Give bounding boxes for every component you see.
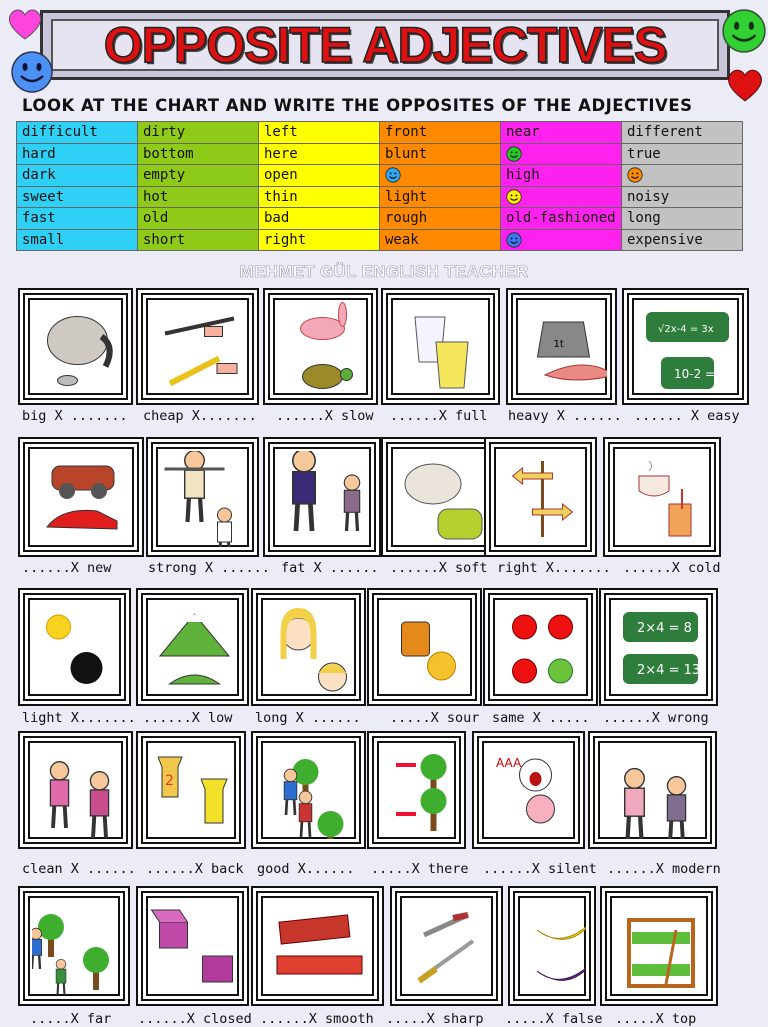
chart-cell: blunt <box>380 143 501 165</box>
answer-caption: ......X back <box>146 861 244 877</box>
answer-caption: good X...... <box>257 861 355 877</box>
chart-row <box>17 208 743 230</box>
svg-text:1t: 1t <box>553 339 564 350</box>
smiley-icon <box>10 50 54 94</box>
answer-caption: ......X new <box>22 560 112 576</box>
picture-card <box>263 437 381 557</box>
chart-cell: open <box>259 165 380 187</box>
chart-cell: true <box>622 143 743 165</box>
chart-cell: short <box>138 229 259 251</box>
picture-stone-and-sponge <box>395 451 491 547</box>
chart-row <box>17 186 743 208</box>
answer-caption: cheap X....... <box>143 408 257 424</box>
svg-text:√2x-4 = 3x: √2x-4 = 3x <box>658 324 714 335</box>
picture-sun-and-moon <box>32 602 121 696</box>
chart-cell <box>501 186 622 208</box>
answer-caption: ......X cold <box>623 560 721 576</box>
smiley-icon <box>506 232 522 248</box>
picture-bunk-bed-top-and-bottom <box>614 900 708 996</box>
picture-hot-tea-and-iced-drink <box>617 451 711 547</box>
adjectives-chart <box>16 121 743 251</box>
chart-cell: bad <box>259 208 380 230</box>
answer-caption: ...... X easy <box>634 408 740 424</box>
svg-text:AAA: AAA <box>496 756 522 770</box>
picture-card <box>136 288 259 405</box>
picture-strong-man-and-thin-man <box>160 451 249 547</box>
svg-text:2×4 = 13: 2×4 = 13 <box>637 663 701 678</box>
picture-rabbit-and-turtle <box>277 302 368 395</box>
answer-caption: light X....... <box>22 710 136 726</box>
picture-card <box>136 588 249 706</box>
chart-cell: sweet <box>17 186 138 208</box>
picture-card <box>18 731 133 849</box>
picture-honey-and-lemon <box>381 602 472 696</box>
chart-row <box>17 143 743 165</box>
chart-cell: hard <box>17 143 138 165</box>
answer-caption: .....X sharp <box>386 1011 484 1027</box>
picture-card <box>251 731 366 849</box>
picture-true-and-false-bananas <box>522 900 586 996</box>
picture-card <box>251 588 366 706</box>
picture-card <box>483 588 598 706</box>
picture-old-car-and-new-car <box>32 451 134 547</box>
picture-card <box>367 731 466 849</box>
chart-cell: right <box>259 229 380 251</box>
title-banner <box>40 10 730 80</box>
picture-high-and-low-mountain <box>150 602 239 696</box>
picture-card <box>600 886 718 1006</box>
picture-pens-with-price-tags <box>150 302 249 395</box>
picture-card <box>367 588 482 706</box>
svg-text:2: 2 <box>165 773 174 789</box>
svg-text:10-2 = 8: 10-2 = 8 <box>674 367 727 381</box>
answer-caption: ......X low <box>143 710 233 726</box>
answer-caption: ......X smooth <box>260 1011 374 1027</box>
answer-caption: ......X wrong <box>603 710 709 726</box>
answer-caption: ......X closed <box>138 1011 252 1027</box>
answer-caption: .....X there <box>371 861 469 877</box>
chart-row <box>17 165 743 187</box>
picture-long-and-short-hair <box>265 602 356 696</box>
instruction-text: LOOK AT THE CHART AND WRITE THE OPPOSITES OF THE ADJECTIVES <box>22 96 693 115</box>
picture-card <box>381 288 500 405</box>
chart-cell: dirty <box>138 122 259 144</box>
chart-row <box>17 229 743 251</box>
picture-fat-woman-and-thin-woman <box>277 451 371 547</box>
answer-caption: clean X ...... <box>22 861 136 877</box>
answer-caption: heavy X ...... <box>508 408 622 424</box>
answer-caption: .....X false <box>505 1011 603 1027</box>
picture-card <box>18 437 144 557</box>
picture-card <box>599 588 718 706</box>
picture-blunt-knife-and-sharp-sword <box>404 900 493 996</box>
picture-shirt-front-and-back <box>150 745 236 839</box>
picture-weight-and-feather <box>520 302 607 395</box>
picture-empty-and-full-glass <box>395 302 490 395</box>
picture-elephant-and-mouse <box>32 302 123 395</box>
chart-cell: high <box>501 165 622 187</box>
picture-card <box>484 437 597 557</box>
picture-same-and-different-apples <box>497 602 588 696</box>
chart-cell: rough <box>380 208 501 230</box>
picture-rough-and-smooth-plank <box>265 900 374 996</box>
picture-good-and-bad-children <box>265 745 356 839</box>
heart-icon <box>6 6 44 42</box>
smiley-icon <box>506 146 522 162</box>
picture-card <box>146 437 259 557</box>
picture-card <box>18 886 130 1006</box>
chart-cell: light <box>380 186 501 208</box>
smiley-icon <box>506 189 522 205</box>
answer-caption: right X....... <box>497 560 611 576</box>
answer-caption: long X ...... <box>255 710 361 726</box>
picture-card <box>381 437 501 557</box>
answer-caption: strong X ...... <box>148 560 270 576</box>
picture-right-and-wrong-sums <box>613 602 708 696</box>
chart-cell: bottom <box>138 143 259 165</box>
answer-caption: fat X ...... <box>281 560 379 576</box>
chart-cell: old <box>138 208 259 230</box>
answer-caption: ......X soft <box>390 560 488 576</box>
picture-noisy-and-sleeping-baby <box>486 745 575 839</box>
chart-cell <box>622 165 743 187</box>
chart-cell: weak <box>380 229 501 251</box>
answer-caption: .....X sour <box>390 710 480 726</box>
smiley-icon <box>627 167 643 183</box>
svg-text:2×4 = 8: 2×4 = 8 <box>637 621 692 636</box>
picture-card <box>251 886 384 1006</box>
chart-cell <box>501 143 622 165</box>
picture-card <box>506 288 617 405</box>
chart-cell: expensive <box>622 229 743 251</box>
chart-cell <box>501 229 622 251</box>
chart-cell <box>380 165 501 187</box>
picture-card <box>622 288 749 405</box>
picture-chalkboards-with-math <box>636 302 739 395</box>
smiley-icon <box>385 167 401 183</box>
picture-card <box>263 288 378 405</box>
picture-card <box>603 437 721 557</box>
picture-old-fashioned-and-modern-women <box>602 745 707 839</box>
picture-card <box>18 588 131 706</box>
answer-caption: big X ....... <box>22 408 128 424</box>
chart-cell: left <box>259 122 380 144</box>
chart-cell: here <box>259 143 380 165</box>
picture-pointing-here-and-there <box>381 745 456 839</box>
chart-cell: front <box>380 122 501 144</box>
picture-card <box>136 731 246 849</box>
title-panel <box>51 19 719 71</box>
chart-cell: empty <box>138 165 259 187</box>
picture-signposts-left-right <box>498 451 587 547</box>
answer-caption: ......X slow <box>276 408 374 424</box>
chart-cell: thin <box>259 186 380 208</box>
picture-card <box>588 731 717 849</box>
chart-cell: noisy <box>622 186 743 208</box>
chart-cell: near <box>501 122 622 144</box>
picture-clean-and-dirty-boys <box>32 745 123 839</box>
chart-cell: old-fashioned <box>501 208 622 230</box>
picture-near-and-far-trees <box>32 900 120 996</box>
picture-card <box>18 288 133 405</box>
answer-caption: same X ..... <box>492 710 590 726</box>
chart-cell: fast <box>17 208 138 230</box>
answer-caption: .....X far <box>30 1011 112 1027</box>
picture-card <box>472 731 585 849</box>
chart-cell: different <box>622 122 743 144</box>
watermark: MEHMET GÜL ENGLISH TEACHER <box>239 262 529 281</box>
smiley-icon <box>721 8 767 54</box>
chart-cell: long <box>622 208 743 230</box>
answer-caption: ......X silent <box>483 861 597 877</box>
page-title: OPPOSITE ADJECTIVES <box>103 17 667 73</box>
chart-cell: dark <box>17 165 138 187</box>
chart-row <box>17 122 743 144</box>
chart-cell: difficult <box>17 122 138 144</box>
answer-caption: ......X modern <box>607 861 721 877</box>
picture-card <box>390 886 503 1006</box>
answer-caption: ......X full <box>390 408 488 424</box>
picture-card <box>508 886 596 1006</box>
picture-card <box>136 886 249 1006</box>
chart-cell: hot <box>138 186 259 208</box>
answer-caption: .....X top <box>615 1011 697 1027</box>
picture-open-and-closed-box <box>150 900 239 996</box>
chart-cell: small <box>17 229 138 251</box>
